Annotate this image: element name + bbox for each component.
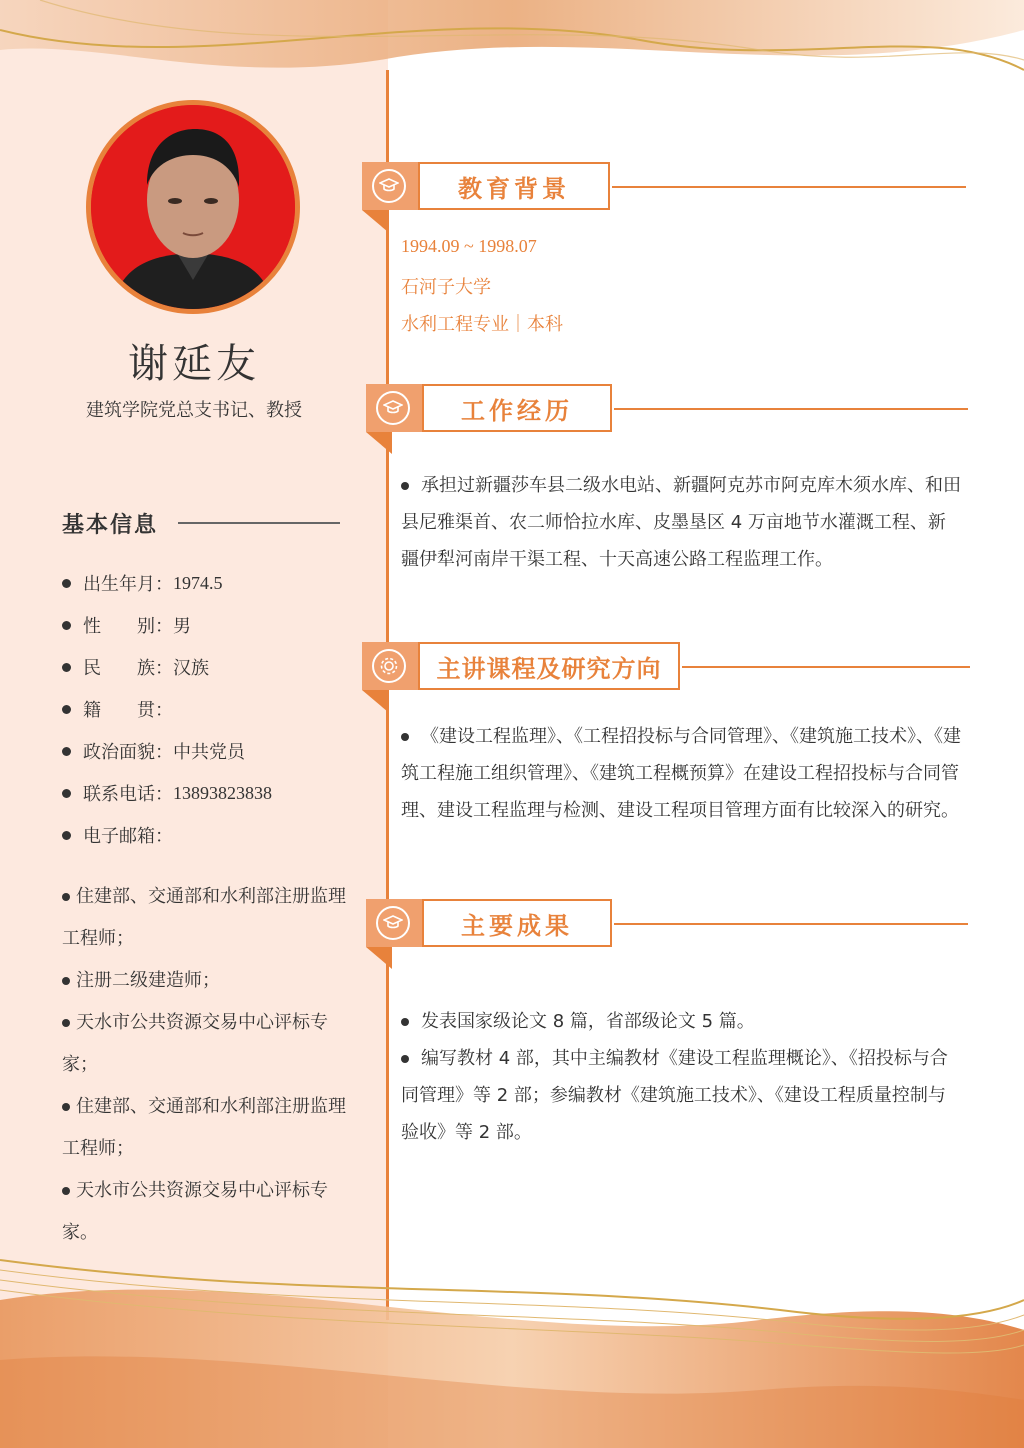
bullet-icon <box>62 621 71 630</box>
education-major: 水利工程专业｜本科 <box>401 314 563 335</box>
info-item-phone: 联系电话： 13893823838 <box>62 772 362 814</box>
education-date: 1994.09 ~ 1998.07 <box>401 236 537 256</box>
portrait-image <box>91 105 295 309</box>
work-description: 承担过新疆莎车县二级水电站、新疆阿克苏市阿克库木须水库、和田县尼雅渠首、农二师恰拉水库、皮墨垦区 4 万亩地节水灌溉工程、新疆伊犁河南岸干渠工程、十天高速公路工程监理工作。 <box>401 475 961 570</box>
achievement-item: 编写教材 4 部，其中主编教材《建设工程监理概论》、《招投标与合同管理》等 2 部；参编教材《建筑施工技术》、《建设工程质量控制与验收》等 2 部。 <box>401 1048 948 1143</box>
gear-icon <box>372 649 406 683</box>
info-item-ethnicity: 民 族： 汉族 <box>62 646 362 688</box>
section-rule <box>614 408 968 410</box>
info-item-hometown: 籍 贯： <box>62 688 362 730</box>
graduation-cap-icon <box>376 391 410 425</box>
bullet-icon <box>62 705 71 714</box>
person-name: 谢延友 <box>128 341 260 387</box>
person-title: 建筑学院党总支书记、教授 <box>86 400 302 421</box>
cert-item: 住建部、交通部和水利部注册监理工程师； <box>62 1096 346 1159</box>
section-rule <box>682 666 970 668</box>
bullet-icon <box>62 579 71 588</box>
bullet-icon <box>62 977 70 985</box>
basic-info-rule <box>178 522 340 524</box>
education-school: 石河子大学 <box>401 277 491 298</box>
cert-item: 天水市公共资源交易中心评标专家。 <box>62 1180 328 1243</box>
section-rule <box>612 186 966 188</box>
certification-list <box>62 876 352 1254</box>
top-wave-decoration <box>0 0 1024 110</box>
bullet-icon <box>62 789 71 798</box>
basic-info-list <box>62 562 362 856</box>
bullet-icon <box>62 663 71 672</box>
cert-item: 天水市公共资源交易中心评标专家； <box>62 1012 328 1075</box>
bullet-icon <box>62 831 71 840</box>
bullet-icon <box>62 1187 70 1195</box>
section-title: 主讲课程及研究方向 <box>418 642 680 690</box>
bullet-icon <box>62 747 71 756</box>
basic-info-heading: 基本信息 <box>62 513 159 538</box>
info-item-gender: 性 别： 男 <box>62 604 362 646</box>
bullet-icon <box>401 1055 409 1063</box>
bullet-icon <box>401 733 409 741</box>
profile-photo <box>86 100 300 314</box>
section-rule <box>614 923 968 925</box>
info-item-political: 政治面貌： 中共党员 <box>62 730 362 772</box>
bullet-icon <box>62 893 70 901</box>
section-title: 工作经历 <box>422 384 612 432</box>
bottom-wave-decoration <box>0 1240 1024 1448</box>
info-item-email: 电子邮箱： <box>62 814 362 856</box>
graduation-cap-icon <box>376 906 410 940</box>
bullet-icon <box>401 482 409 490</box>
courses-description: 《建设工程监理》、《工程招投标与合同管理》、《建筑施工技术》、《建筑工程施工组织管理》、《建筑工程概预算》在建设工程招投标与合同管理、建设工程监理与检测、建设工程项目管理方面有比较深入的研究。 <box>401 726 961 821</box>
cert-item: 住建部、交通部和水利部注册监理工程师； <box>62 886 346 949</box>
section-title: 主要成果 <box>422 899 612 947</box>
section-title: 教育背景 <box>418 162 610 210</box>
graduation-cap-icon <box>372 169 406 203</box>
bullet-icon <box>62 1103 70 1111</box>
bullet-icon <box>62 1019 70 1027</box>
achievement-item: 发表国家级论文 8 篇，省部级论文 5 篇。 <box>401 1003 961 1040</box>
cert-item: 注册二级建造师； <box>62 960 352 1002</box>
info-item-birth: 出生年月： 1974.5 <box>62 562 362 604</box>
bullet-icon <box>401 1018 409 1026</box>
